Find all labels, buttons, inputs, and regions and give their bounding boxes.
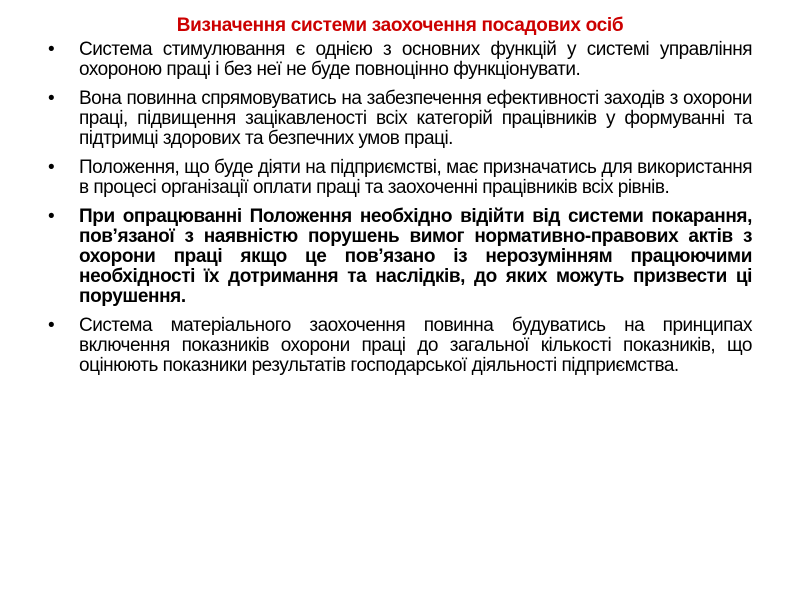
bullet-text: Положення, що буде діяти на підприємстві, має призначатись для використання в процесі організації оплати праці та заохоченні працівників всіх рівнів. — [79, 157, 752, 198]
bullet-icon: • — [48, 88, 55, 109]
bullet-item-4 — [48, 207, 752, 307]
bullet-icon: • — [48, 315, 55, 336]
bullet-list — [48, 40, 752, 376]
bullet-icon: • — [48, 157, 55, 178]
bullet-item-3 — [48, 158, 752, 198]
bullet-item-1 — [48, 40, 752, 80]
bullet-icon: • — [48, 39, 55, 60]
bullet-text: Система стимулювання є однією з основних функцій у системі управління охороною праці і без неї не буде повноцінно функціонувати. — [79, 39, 752, 80]
bullet-text: Система матеріального заохочення повинна будуватись на принципах включення показників охорони праці до загальної кількості показників, що оцінюють показники результатів господарської діяльності підприємства. — [79, 315, 752, 376]
slide-title: Визначення системи заохочення посадових осіб — [176, 15, 624, 36]
bullet-icon: • — [48, 206, 55, 227]
bullet-text: Вона повинна спрямовуватись на забезпечення ефективності заходів з охорони праці, підвищення зацікавленості всіх категорій працівників у формуванні та підтримці здорових та безпечних умов праці. — [79, 88, 752, 149]
bullet-item-2 — [48, 89, 752, 149]
bullet-item-5 — [48, 316, 752, 376]
bullet-text: При опрацюванні Положення необхідно відійти від системи покарання, пов’язаної з наявністю порушень вимог нормативно-правових актів з охорони праці якщо це пов’язано із нерозумінням працюючими необхідності їх дотримання та наслідків, до яких можуть призвести ці порушення. — [79, 206, 752, 307]
